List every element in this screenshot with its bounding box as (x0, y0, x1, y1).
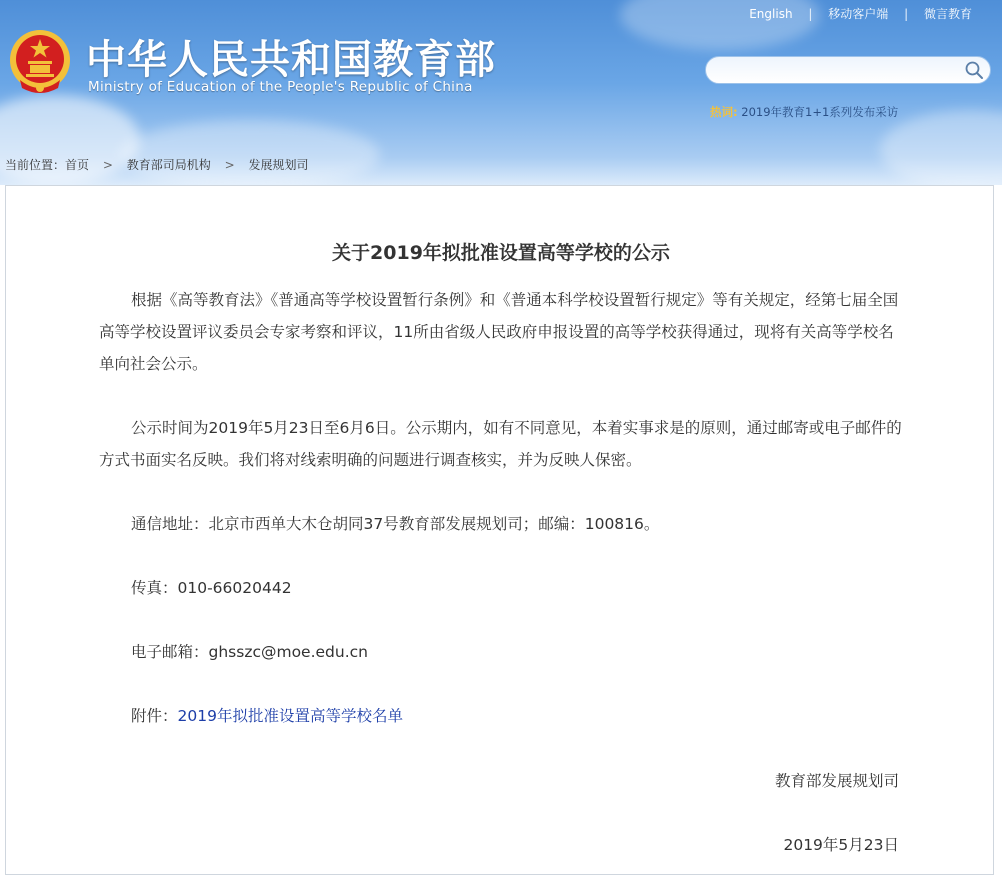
cloud-decoration (120, 120, 380, 185)
attachment-link[interactable]: 2019年拟批准设置高等学校名单 (177, 707, 403, 725)
breadcrumb-home[interactable]: 首页 (65, 158, 90, 172)
signature: 教育部发展规划司 (774, 772, 899, 790)
contact-fax: 传真：010-66020442 (131, 579, 292, 597)
hot-words (710, 104, 898, 120)
breadcrumb-department[interactable]: 教育部司局机构 (126, 158, 211, 172)
site-subtitle: Ministry of Education of the People's Republic of China (88, 79, 473, 95)
contact-email: 电子邮箱：ghsszc@moe.edu.cn (131, 643, 368, 661)
top-links (749, 5, 972, 22)
breadcrumb (5, 156, 309, 173)
breadcrumb-prefix: 当前位置： (5, 158, 66, 172)
page-header (0, 0, 1002, 185)
attachment-label: 附件： (131, 707, 178, 725)
divider: | (904, 7, 909, 21)
weiyan-link[interactable]: 微言教育 (923, 7, 972, 21)
article-title: 关于2019年拟批准设置高等学校的公示 (332, 242, 670, 264)
english-link[interactable]: English (749, 7, 793, 21)
divider: | (808, 7, 813, 21)
attachment-line (99, 700, 904, 732)
article-paragraph: 根据《高等教育法》《普通高等学校设置暂行条例》和《普通本科学校设置暂行规定》等有关规定，经第七届全国高等学校设置评议委员会专家考察和评议，11所由省级人民政府申报设置的高等学校获得通过，现将有关高等学校名单向社会公示。 (99, 291, 899, 373)
publish-date: 2019年5月23日 (783, 836, 899, 854)
national-emblem-icon (8, 28, 72, 96)
search-icon[interactable] (964, 60, 984, 80)
article-paragraph: 公示时间为2019年5月23日至6月6日。公示期内，如有不同意见，本着实事求是的原则，通过邮寄或电子邮件的方式书面实名反映。我们将对线索明确的问题进行调查核实，并为反映人保密。 (99, 419, 902, 469)
site-title: 中华人民共和国教育部 (86, 37, 496, 83)
mobile-client-link[interactable]: 移动客户端 (828, 7, 889, 21)
hot-word-link[interactable]: 2019年教育1+1系列发布采访 (741, 105, 899, 119)
search-input[interactable] (718, 60, 962, 82)
search-box (705, 56, 991, 84)
hot-words-label: 热词: (710, 105, 738, 119)
cloud-decoration (880, 110, 1002, 185)
contact-address: 通信地址：北京市西单大木仓胡同37号教育部发展规划司；邮编：100816。 (131, 515, 660, 533)
breadcrumb-current[interactable]: 发展规划司 (248, 158, 309, 172)
chevron-right-icon: > (224, 158, 235, 172)
chevron-right-icon: > (102, 158, 113, 172)
